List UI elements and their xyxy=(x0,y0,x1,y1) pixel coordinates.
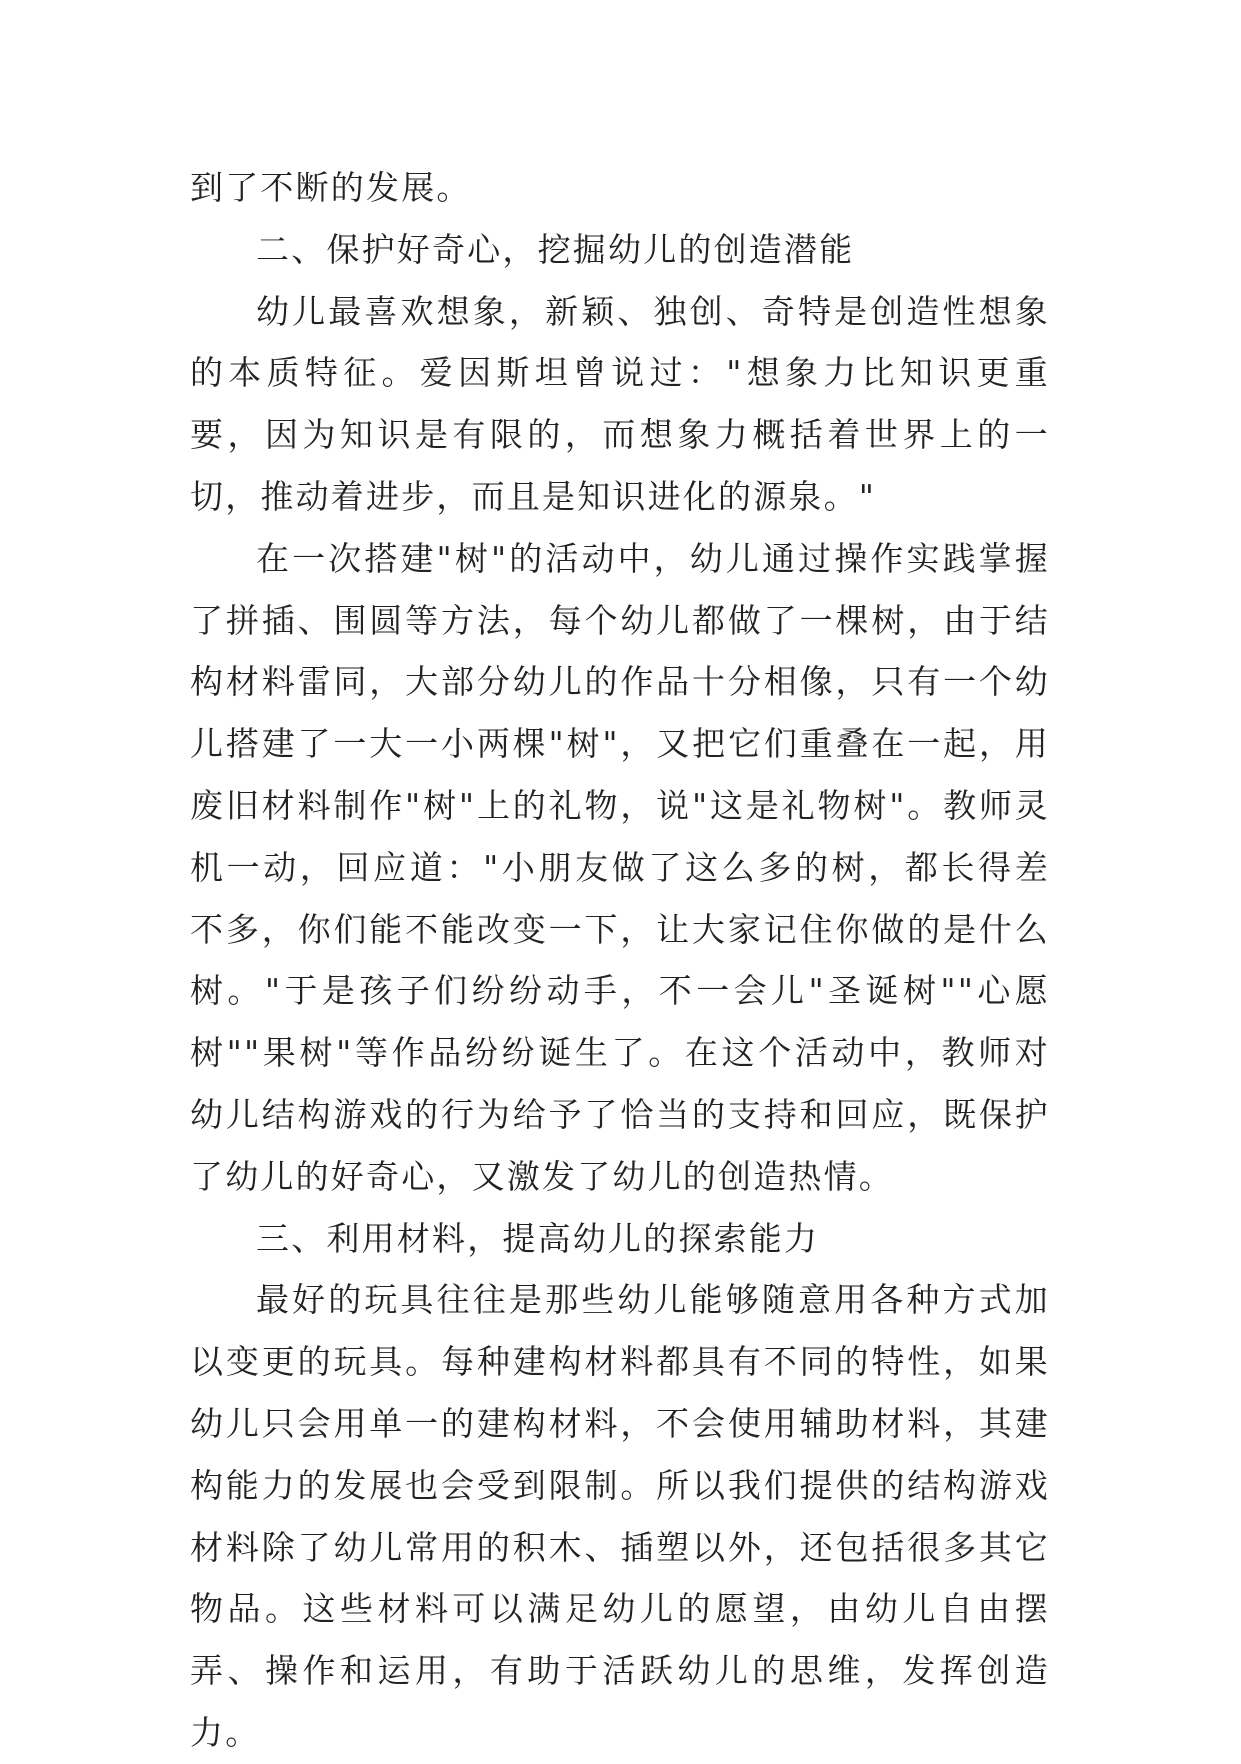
section-heading-2: 二、保护好奇心，挖掘幼儿的创造潜能 xyxy=(256,229,855,269)
paragraph-tree-activity: 在一次搭建"树"的活动中，幼儿通过操作实践掌握了拼插、围圆等方法，每个幼儿都做了一棵树，由于结构材料雷同，大部分幼儿的作品十分相像，只有一个幼儿搭建了一大一小两棵"树"，又把它们重叠在一起，用废旧材料制作"树"上的礼物，说"这是礼物树"。教师灵机一动，回应道："小朋友做了这么多的树，都长得差不多，你们能不能改变一下，让大家记住你做的是什么树。"于是孩子们纷纷动手，不一会儿"圣诞树""心愿树""果树"等作品纷纷诞生了。在这个活动中，教师对幼儿结构游戏的行为给予了恰当的支持和回应，既保护了幼儿的好奇心，又激发了幼儿的创造热情。 xyxy=(190,538,1050,1196)
paragraph-imagination: 幼儿最喜欢想象，新颖、独创、奇特是创造性想象的本质特征。爱因斯坦曾说过："想象力比知识更重要，因为知识是有限的，而想象力概括着世界上的一切，推动着进步，而且是知识进化的源泉。" xyxy=(190,291,1050,516)
section-heading-3: 三、利用材料，提高幼儿的探索能力 xyxy=(256,1218,820,1258)
paragraph-materials: 最好的玩具往往是那些幼儿能够随意用各种方式加以变更的玩具。每种建构材料都具有不同的特性，如果幼儿只会用单一的建构材料，不会使用辅助材料，其建构能力的发展也会受到限制。所以我们提供的结构游戏材料除了幼儿常用的积木、插塑以外，还包括很多其它物品。这些材料可以满足幼儿的愿望，由幼儿自由摆弄、操作和运用，有助于活跃幼儿的思维，发挥创造力。 xyxy=(190,1280,1050,1752)
paragraph-continuation: 到了不断的发展。 xyxy=(190,168,472,207)
document-body xyxy=(190,157,1050,1764)
